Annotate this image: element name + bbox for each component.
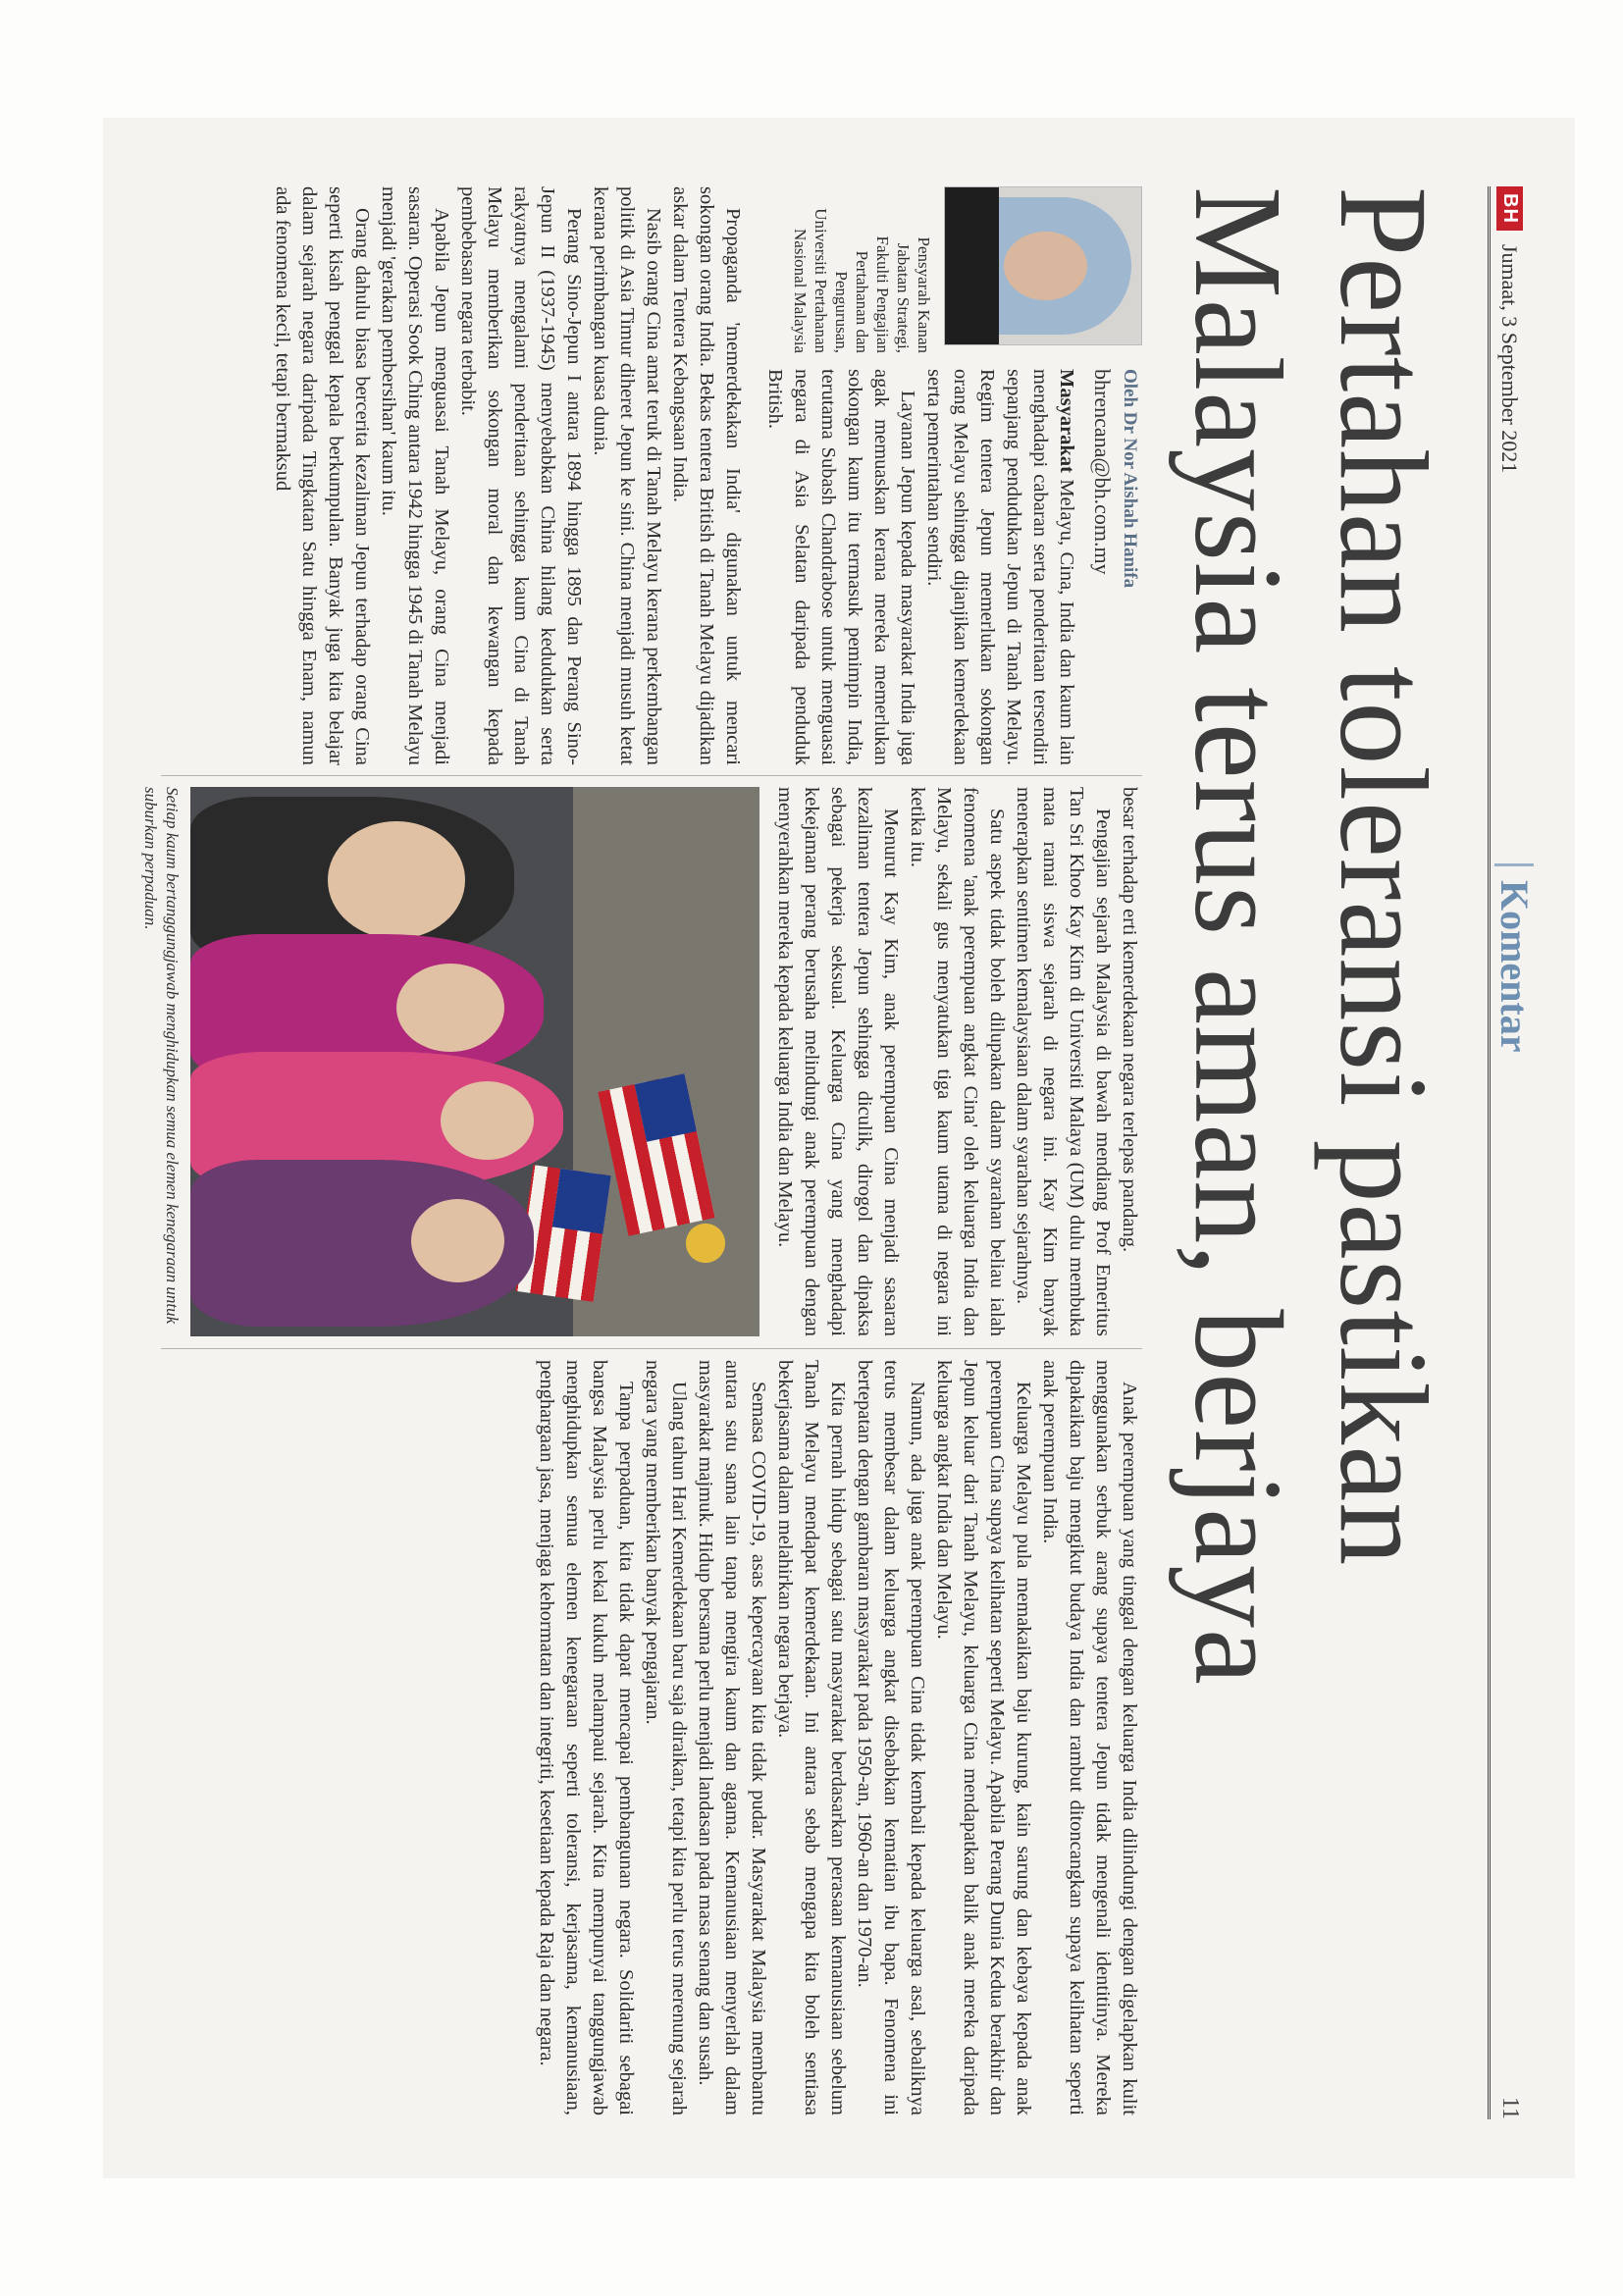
headline [1166, 186, 1476, 2119]
paragraph: Perang Sino-Jepun I antara 1894 hingga 1895 dan Perang Sino-Jepun II (1937-1945) menyebabkan China hilang kedudukan serta rakyatnya mengalami penderitaan sehingga kaum Cina di Tanah Melayu memberikan sokongan moral dan kewangan kepada pembebasan negara terbabit. [457, 186, 585, 765]
author-box [759, 186, 1142, 765]
bh-logo: BH [1496, 186, 1523, 231]
headline-line-1: Pertahan toleransi pastikan [1314, 186, 1453, 1567]
author-credentials: Pensyarah Kanan Jabatan Strategi, Fakulti Pengajian Pertahanan dan Pengurusan, Universiti Pertahanan Nasional Malaysia [791, 208, 933, 353]
column-2 [141, 787, 1142, 1336]
paragraph: Propaganda 'memerdekakan India' digunakan untuk mencari sokongan orang India. Bekas tentera British di Tanah Melayu dijadikan askar dalam Tentera Kebangsaan India. [669, 186, 744, 765]
paragraph: Orang dahulu biasa bercerita kezaliman Jepun terhadap orang Cina seperti kisah penggal kepala berkumpulan. Banyak juga kita belajar dalam sejarah negara daripada Tingkatan Satu hingga Enam, namun ada fenomena kecil, tetapi bermaksud [272, 186, 373, 765]
section-title: Komentar [1494, 863, 1534, 1053]
column-rule [161, 775, 1142, 776]
paragraph: Menurut Kay Kim, anak perempuan Cina menjadi sasaran kezaliman tentera Jepun sehingga diculik, dirogol dan dipaksa sebagai pekerja seksual. Keluarga Cina yang menghadapi kekejaman perang berusaha melindungi anak perempuan dengan menyerahkan mereka kepada keluarga India dan Melayu. [774, 787, 902, 1336]
paragraph: Keluarga Melayu pula memakaikan baju kurung, kain sarung dan kebaya kepada anak perempuan Cina supaya kelihatan seperti Melayu. Apabila Perang Dunia Kedua berakhir dan Jepun keluar dari Tanah Melayu, keluarga Cina mendapatkan balik anak mereka daripada keluarga angkat India dan Melayu. [933, 1360, 1034, 2115]
paragraph: Nasib orang Cina amat teruk di Tanah Melayu kerana perkembangan politik di Asia Timur diheret Jepun ke sini. China menjadi musuh ketat kerana perimbangan kuasa dunia. [590, 186, 664, 765]
paragraph: Ulang tahun Hari Kemerdekaan baru saja diraikan, tetapi kita perlu terus merenung sejarah negara yang memberikan banyak pengajaran. [642, 1360, 690, 2115]
lead-paragraph: Masyarakat Melayu, Cina, India dan kaum lain menghadapi cabaran serta penderitaan tersendiri sepanjang pendudukan Jepun di Tanah Melayu. Regim tentera Jepun memerlukan sokongan orang Melayu sehingga dijanjikan kemerdekaan serta pemerintahan sendiri. [923, 369, 1077, 766]
author-email[interactable]: bhrencana@bh.com.my [1090, 369, 1115, 575]
page-header [1488, 186, 1555, 2119]
column-rule [161, 1348, 1142, 1349]
paragraph: Namun, ada juga anak perempuan Cina tidak kembali kepada keluarga asal, sebaliknya terus membesar dalam keluarga angkat disebabkan kematian ibu bapa. Fenomena ini bertepatan dengan gambaran masyarakat pada 1950-an, 1960-an dan 1970-an. [854, 1360, 928, 2115]
headline-line-2: Malaysia terus aman, berjaya [1169, 186, 1308, 1686]
paragraph: Anak perempuan yang tinggal dengan keluarga India dilindungi dengan digelapkan kulit menggunakan serbuk arang supaya tentera Jepun tidak mengenali identitinya. Mereka dipakaikan baju mengikut budaya India dan rambut ditoncangkan supaya kelihatan seperti anak perempuan India. [1039, 1360, 1140, 2115]
paragraph: Pengajian sejarah Malaysia di bawah mendiang Prof Emeritus Tan Sri Khoo Kay Kim di Universiti Malaya (UM) dulu membuka mata ramai siswa sejarah di negara ini. Kay Kim banyak menerapkan sentimen kemalaysiaan dalam syarahan sejarahnya. [1013, 787, 1114, 1336]
paragraph: Kita pernah hidup sebagai satu masyarakat berdasarkan perasaan kemanusiaan sebelum Tanah Melayu mendapat kemerdekaan. Ini antara sebab mengapa kita boleh sentiasa bekerjasama dalam melahirkan negara berjaya. [774, 1360, 849, 2115]
photo-caption: Setiap kaum bertanggungjawab menghidupkan semua elemen kenegaraan untuk suburkan perpaduan. [141, 787, 182, 1325]
column-1 [161, 186, 1142, 765]
paragraph: Apabila Jepun menguasai Tanah Melayu, orang Cina menjadi sasaran. Operasi Sook Ching antara 1942 hingga 1945 di Tanah Melayu menjadi 'gerakan pembersihan' kaum itu. [378, 186, 452, 765]
paragraph: Semasa COVID-19, asas kepercayaan kita tidak pudar. Masyarakat Malaysia membantu antara satu sama lain tanpa mengira kaum dan agama. Kemanusiaan menyerlah dalam masyarakat majmuk. Hidup bersama perlu menjadi landasan pada masa senang dan susah. [695, 1360, 769, 2115]
paragraph: besar terhadap erti kemerdekaan negara terlepas pandang. [1119, 787, 1140, 1253]
author-photo [944, 186, 1142, 345]
newspaper-article [103, 118, 1575, 2178]
paragraph: Tanpa perpaduan, kita tidak dapat mencapai pembangunan negara. Solidariti sebagai bangsa Malaysia perlu kekal kukuh melampaui sejarah. Kita mempunyai tanggungjawab menghidupkan semua elemen kenegaraan seperti toleransi, kerjasama, kemanusiaan, penghargaan jasa, menjaga kehormatan dan integriti, kesetiaan kepada Raja dan negara. [536, 1360, 637, 2115]
page-number: 11 [1497, 2096, 1523, 2119]
issue-date: Jumaat, 3 September 2021 [1497, 243, 1523, 474]
paragraph: Satu aspek tidak boleh dilupakan dalam syarahan beliau ialah fenomena 'anak perempuan angkat Cina' oleh keluarga India dan Melayu, sekali gus menyatukan tiga kaum utama di negara ini ketika itu. [907, 787, 1008, 1336]
feature-photo [190, 787, 759, 1336]
article-body [141, 186, 1142, 2119]
paragraph: Layanan Jepun kepada masyarakat India juga agak memuaskan kerana mereka memerlukan sokongan kaum itu termasuk pemimpin India, terutama Subash Chandrabose untuk menguasai negara di Asia Selatan daripada penduduk British. [764, 369, 918, 765]
byline: Oleh Dr Nor Aishah Hanifa [1120, 369, 1140, 589]
lead-word: Masyarakat [1056, 369, 1077, 473]
headline-block [1152, 186, 1476, 2119]
column-3 [161, 1360, 1142, 2115]
